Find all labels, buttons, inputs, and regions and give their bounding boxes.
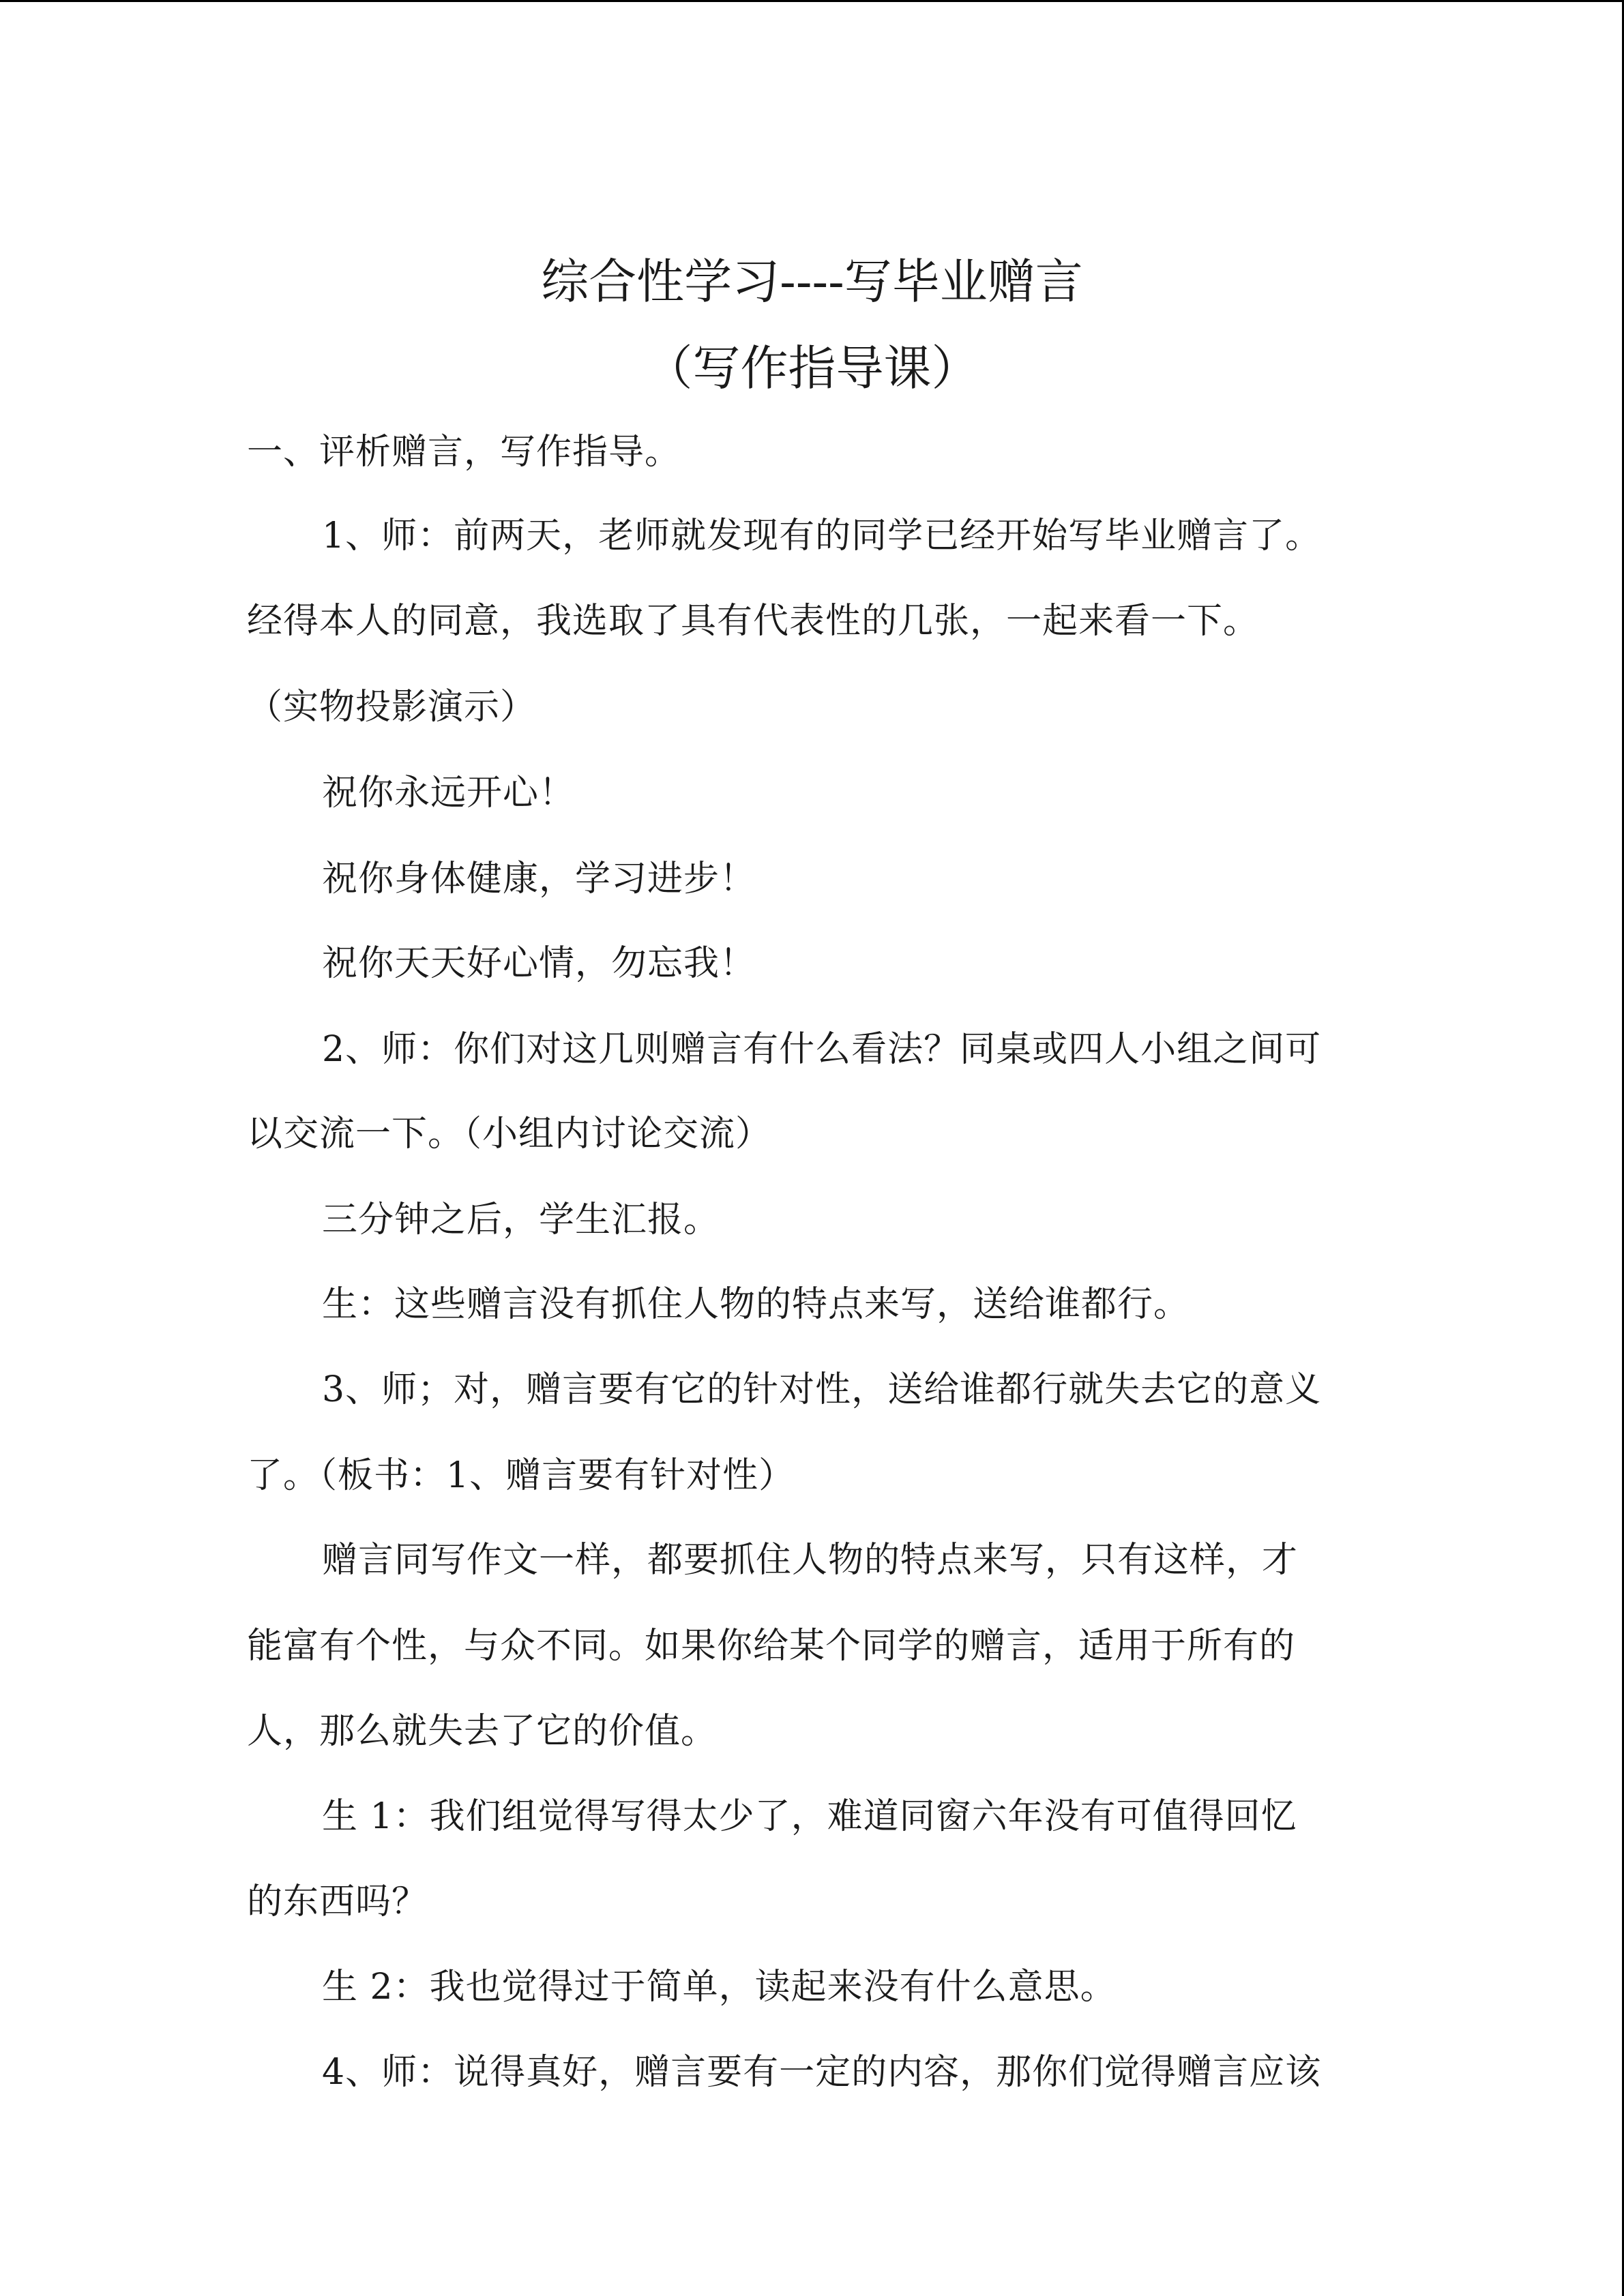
paragraph-line: （实物投影演示）	[247, 687, 537, 728]
paragraph-line: 3、师；对，赠言要有它的针对性，送给谁都行就失去它的意义	[322, 1369, 1322, 1410]
paragraph-line: 2、师：你们对这几则赠言有什么看法？同桌或四人小组之间可	[322, 1029, 1322, 1070]
paragraph-line: 1、师：前两天，老师就发现有的同学已经开始写毕业赠言了。	[322, 516, 1322, 556]
paragraph-line: 赠言同写作文一样，都要抓住人物的特点来写，只有这样，才	[322, 1540, 1299, 1581]
paragraph-line: 生 2：我也觉得过于简单，读起来没有什么意思。	[322, 1967, 1117, 2008]
paragraph-line: 生 1：我们组觉得写得太少了，难道同窗六年没有可值得回忆	[322, 1796, 1297, 1837]
paragraph-line: 的东西吗？	[247, 1881, 428, 1922]
paragraph-line: 能富有个性，与众不同。如果你给某个同学的赠言，适用于所有的	[247, 1626, 1296, 1667]
paragraph-line: 祝你天天好心情，勿忘我！	[322, 943, 756, 984]
paragraph-line: 生：这些赠言没有抓住人物的特点来写，送给谁都行。	[322, 1284, 1190, 1325]
paragraph-line: 经得本人的同意，我选取了具有代表性的几张，一起来看一下。	[247, 601, 1260, 642]
paragraph-line: 祝你永远开心！	[322, 773, 576, 814]
top-border-rule	[0, 0, 1624, 2]
document-subtitle: （写作指导课）	[645, 340, 979, 396]
paragraph-line: 三分钟之后，学生汇报。	[322, 1199, 720, 1240]
paragraph-line: 了。（板书：1、赠言要有针对性）	[247, 1455, 795, 1496]
paragraph-line: 4、师：说得真好，赠言要有一定的内容，那你们觉得赠言应该	[322, 2052, 1322, 2093]
document-title: 综合性学习----写毕业赠言	[541, 254, 1083, 310]
paragraph-line: 祝你身体健康，学习进步！	[322, 859, 756, 899]
paragraph-line: 以交流一下。（小组内讨论交流）	[247, 1114, 772, 1154]
section-heading: 一、评析赠言，写作指导。	[247, 432, 681, 473]
paragraph-line: 人，那么就失去了它的价值。	[247, 1711, 718, 1752]
